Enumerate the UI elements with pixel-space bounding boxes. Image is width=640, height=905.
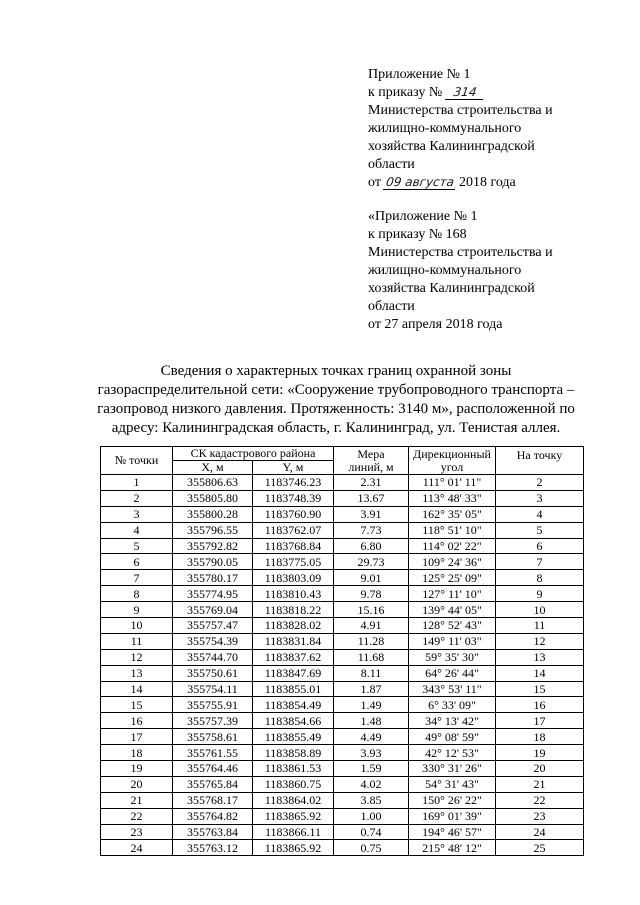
direction-angle-cell: 330° 31' 26": [409, 761, 496, 777]
direction-angle-cell: 194° 46' 57": [409, 824, 496, 840]
title-line-3: газопровод низкого давления. Протяженность: 3140 м», расположенной по: [97, 401, 575, 417]
x-coordinate-cell: 355780.17: [173, 570, 253, 586]
point-number-cell: 20: [101, 776, 173, 792]
to-point-cell: 18: [496, 729, 584, 745]
direction-angle-cell: 114° 02' 22": [409, 538, 496, 554]
appendix-header-current: [368, 66, 618, 192]
y-coordinate-cell: 1183748.39: [253, 490, 334, 506]
point-number-cell: 12: [101, 649, 173, 665]
direction-angle-cell: 34° 13' 42": [409, 713, 496, 729]
order-number-line: [368, 84, 618, 102]
direction-angle-cell: 139° 44' 05": [409, 602, 496, 618]
x-coordinate-cell: 355769.04: [173, 602, 253, 618]
x-coordinate-cell: 355800.28: [173, 506, 253, 522]
x-coordinate-cell: 355758.61: [173, 729, 253, 745]
table-row: [101, 824, 584, 840]
line-length-cell: 3.91: [334, 506, 409, 522]
point-number-cell: 9: [101, 602, 173, 618]
to-point-cell: 19: [496, 745, 584, 761]
title-line-4: адресу: Калининградская область, г. Калининград, ул. Тенистая аллея.: [111, 420, 561, 436]
y-coordinate-cell: 1183858.89: [253, 745, 334, 761]
point-number-cell: 19: [101, 761, 173, 777]
table-row: [101, 697, 584, 713]
y-coordinate-cell: 1183854.49: [253, 697, 334, 713]
line-length-cell: 0.75: [334, 840, 409, 856]
x-coordinate-cell: 355750.61: [173, 665, 253, 681]
table-row: [101, 475, 584, 491]
to-point-cell: 21: [496, 776, 584, 792]
x-coordinate-cell: 355755.91: [173, 697, 253, 713]
line-length-cell: 4.49: [334, 729, 409, 745]
line-length-cell: 11.68: [334, 649, 409, 665]
point-number-cell: 23: [101, 824, 173, 840]
direction-angle-cell: 111° 01' 11": [409, 475, 496, 491]
to-point-cell: 25: [496, 840, 584, 856]
to-point-cell: 15: [496, 681, 584, 697]
point-number-cell: 1: [101, 475, 173, 491]
original-appendix-label: «Приложение № 1: [368, 209, 478, 224]
point-number-cell: 15: [101, 697, 173, 713]
to-point-cell: 2: [496, 475, 584, 491]
y-coordinate-cell: 1183760.90: [253, 506, 334, 522]
y-coordinate-cell: 1183865.92: [253, 808, 334, 824]
point-number-cell: 18: [101, 745, 173, 761]
direction-angle-cell: 127° 11' 10": [409, 586, 496, 602]
direction-angle-cell: 42° 12' 53": [409, 745, 496, 761]
line-length-cell: 4.91: [334, 618, 409, 634]
header-line-length-l2: линий, м: [348, 459, 394, 474]
table-row: [101, 745, 584, 761]
to-point-cell: 13: [496, 649, 584, 665]
to-point-cell: 4: [496, 506, 584, 522]
ministry-line-2: жилищно-коммунального: [368, 121, 522, 136]
point-number-cell: 24: [101, 840, 173, 856]
to-point-cell: 22: [496, 792, 584, 808]
y-coordinate-cell: 1183854.66: [253, 713, 334, 729]
table-row: [101, 681, 584, 697]
y-coordinate-cell: 1183864.02: [253, 792, 334, 808]
point-number-cell: 2: [101, 490, 173, 506]
line-length-cell: 7.73: [334, 522, 409, 538]
document-title: [86, 362, 586, 438]
point-number-cell: 8: [101, 586, 173, 602]
y-coordinate-cell: 1183855.01: [253, 681, 334, 697]
to-point-cell: 14: [496, 665, 584, 681]
x-coordinate-cell: 355796.55: [173, 522, 253, 538]
direction-angle-cell: 64° 26' 44": [409, 665, 496, 681]
title-line-1: Сведения о характерных точках границ охранной зоны: [160, 363, 512, 379]
point-number-cell: 3: [101, 506, 173, 522]
header-y-coordinate: Y, м: [253, 461, 334, 475]
line-length-cell: 29.73: [334, 554, 409, 570]
original-ministry-line-2: жилищно-коммунального: [368, 263, 522, 278]
direction-angle-cell: 149° 11' 03": [409, 633, 496, 649]
y-coordinate-cell: 1183860.75: [253, 776, 334, 792]
table-row: [101, 729, 584, 745]
to-point-cell: 9: [496, 586, 584, 602]
date-suffix: 2018 года: [458, 175, 516, 190]
point-number-cell: 11: [101, 633, 173, 649]
direction-angle-cell: 109° 24' 36": [409, 554, 496, 570]
point-number-cell: 16: [101, 713, 173, 729]
y-coordinate-cell: 1183865.92: [253, 840, 334, 856]
y-coordinate-cell: 1183818.22: [253, 602, 334, 618]
y-coordinate-cell: 1183837.62: [253, 649, 334, 665]
y-coordinate-cell: 1183866.11: [253, 824, 334, 840]
table-row: [101, 713, 584, 729]
direction-angle-cell: 6° 33' 09": [409, 697, 496, 713]
line-length-cell: 1.59: [334, 761, 409, 777]
table-row: [101, 792, 584, 808]
point-number-cell: 4: [101, 522, 173, 538]
table-row: [101, 776, 584, 792]
to-point-cell: 17: [496, 713, 584, 729]
to-point-cell: 11: [496, 618, 584, 634]
to-point-cell: 23: [496, 808, 584, 824]
direction-angle-cell: 343° 53' 11": [409, 681, 496, 697]
line-length-cell: 3.93: [334, 745, 409, 761]
line-length-cell: 1.48: [334, 713, 409, 729]
ministry-line-1: Министерства строительства и: [368, 103, 553, 118]
point-number-cell: 5: [101, 538, 173, 554]
direction-angle-cell: 118° 51' 10": [409, 522, 496, 538]
point-number-cell: 17: [101, 729, 173, 745]
direction-angle-cell: 113° 48' 33": [409, 490, 496, 506]
order-prefix: к приказу №: [368, 85, 443, 100]
line-length-cell: 9.78: [334, 586, 409, 602]
header-direction-angle-l2: угол: [440, 459, 464, 474]
x-coordinate-cell: 355764.46: [173, 761, 253, 777]
x-coordinate-cell: 355790.05: [173, 554, 253, 570]
x-coordinate-cell: 355757.39: [173, 713, 253, 729]
x-coordinate-cell: 355806.63: [173, 475, 253, 491]
header-direction-angle-l1: Дирекционный: [413, 446, 491, 461]
line-length-cell: 15.16: [334, 602, 409, 618]
handwritten-order-number: 314: [445, 86, 485, 100]
to-point-cell: 24: [496, 824, 584, 840]
line-length-cell: 2.31: [334, 475, 409, 491]
direction-angle-cell: 215° 48' 12": [409, 840, 496, 856]
direction-angle-cell: 128° 52' 43": [409, 618, 496, 634]
to-point-cell: 10: [496, 602, 584, 618]
header-to-point: На точку: [496, 447, 584, 475]
line-length-cell: 1.49: [334, 697, 409, 713]
header-line-length: [334, 447, 409, 475]
appendix-header-original: [368, 208, 618, 334]
point-number-cell: 6: [101, 554, 173, 570]
table-row: [101, 570, 584, 586]
table-row: [101, 840, 584, 856]
table-row: [101, 633, 584, 649]
table-row: [101, 554, 584, 570]
x-coordinate-cell: 355763.84: [173, 824, 253, 840]
header-x-coordinate: X, м: [173, 461, 253, 475]
point-number-cell: 13: [101, 665, 173, 681]
appendix-label: Приложение № 1: [368, 67, 471, 82]
direction-angle-cell: 162° 35' 05": [409, 506, 496, 522]
line-length-cell: 11.28: [334, 633, 409, 649]
x-coordinate-cell: 355805.80: [173, 490, 253, 506]
to-point-cell: 5: [496, 522, 584, 538]
table-row: [101, 522, 584, 538]
original-ministry-line-1: Министерства строительства и: [368, 245, 553, 260]
original-ministry-line-4: области: [368, 299, 415, 314]
direction-angle-cell: 54° 31' 43": [409, 776, 496, 792]
title-line-2: газораспределительной сети: «Сооружение трубопроводного транспорта –: [97, 382, 575, 398]
y-coordinate-cell: 1183847.69: [253, 665, 334, 681]
x-coordinate-cell: 355757.47: [173, 618, 253, 634]
table-row: [101, 649, 584, 665]
point-number-cell: 14: [101, 681, 173, 697]
header-point-number: № точки: [101, 447, 173, 475]
line-length-cell: 13.67: [334, 490, 409, 506]
ministry-line-3: хозяйства Калининградской: [368, 139, 535, 154]
to-point-cell: 7: [496, 554, 584, 570]
header-line-length-l1: Мера: [357, 446, 385, 461]
x-coordinate-cell: 355754.11: [173, 681, 253, 697]
to-point-cell: 8: [496, 570, 584, 586]
header-direction-angle: [409, 447, 496, 475]
ministry-line-4: области: [368, 157, 415, 172]
y-coordinate-cell: 1183768.84: [253, 538, 334, 554]
original-order-date: от 27 апреля 2018 года: [368, 317, 503, 332]
point-number-cell: 7: [101, 570, 173, 586]
table-row: [101, 538, 584, 554]
table-row: [101, 618, 584, 634]
point-number-cell: 10: [101, 618, 173, 634]
table-body: [101, 475, 584, 856]
original-ministry-line-3: хозяйства Калининградской: [368, 281, 535, 296]
x-coordinate-cell: 355744.70: [173, 649, 253, 665]
direction-angle-cell: 59° 35' 30": [409, 649, 496, 665]
original-order-number: к приказу № 168: [368, 227, 467, 242]
table-row: [101, 506, 584, 522]
direction-angle-cell: 150° 26' 22": [409, 792, 496, 808]
table-row: [101, 586, 584, 602]
to-point-cell: 16: [496, 697, 584, 713]
line-length-cell: 0.74: [334, 824, 409, 840]
y-coordinate-cell: 1183831.84: [253, 633, 334, 649]
x-coordinate-cell: 355761.55: [173, 745, 253, 761]
line-length-cell: 1.00: [334, 808, 409, 824]
to-point-cell: 20: [496, 761, 584, 777]
line-length-cell: 3.85: [334, 792, 409, 808]
x-coordinate-cell: 355763.12: [173, 840, 253, 856]
x-coordinate-cell: 355764.82: [173, 808, 253, 824]
date-prefix: от: [368, 175, 381, 190]
y-coordinate-cell: 1183810.43: [253, 586, 334, 602]
table-row: [101, 761, 584, 777]
y-coordinate-cell: 1183803.09: [253, 570, 334, 586]
line-length-cell: 1.87: [334, 681, 409, 697]
y-coordinate-cell: 1183861.53: [253, 761, 334, 777]
line-length-cell: 4.02: [334, 776, 409, 792]
direction-angle-cell: 49° 08' 59": [409, 729, 496, 745]
line-length-cell: 8.11: [334, 665, 409, 681]
point-number-cell: 22: [101, 808, 173, 824]
y-coordinate-cell: 1183775.05: [253, 554, 334, 570]
x-coordinate-cell: 355774.95: [173, 586, 253, 602]
x-coordinate-cell: 355765.84: [173, 776, 253, 792]
x-coordinate-cell: 355792.82: [173, 538, 253, 554]
table-row: [101, 665, 584, 681]
line-length-cell: 6.80: [334, 538, 409, 554]
line-length-cell: 9.01: [334, 570, 409, 586]
y-coordinate-cell: 1183762.07: [253, 522, 334, 538]
direction-angle-cell: 125° 25' 09": [409, 570, 496, 586]
to-point-cell: 6: [496, 538, 584, 554]
to-point-cell: 12: [496, 633, 584, 649]
to-point-cell: 3: [496, 490, 584, 506]
order-date-line: [368, 174, 618, 192]
x-coordinate-cell: 355768.17: [173, 792, 253, 808]
table-row: [101, 602, 584, 618]
x-coordinate-cell: 355754.39: [173, 633, 253, 649]
boundary-points-table: [100, 446, 584, 856]
point-number-cell: 21: [101, 792, 173, 808]
y-coordinate-cell: 1183746.23: [253, 475, 334, 491]
y-coordinate-cell: 1183828.02: [253, 618, 334, 634]
table-row: [101, 808, 584, 824]
handwritten-date: 09 августа: [383, 176, 457, 190]
table-row: [101, 490, 584, 506]
header-cadastral-system: СК кадастрового района: [173, 447, 334, 461]
y-coordinate-cell: 1183855.49: [253, 729, 334, 745]
direction-angle-cell: 169° 01' 39": [409, 808, 496, 824]
